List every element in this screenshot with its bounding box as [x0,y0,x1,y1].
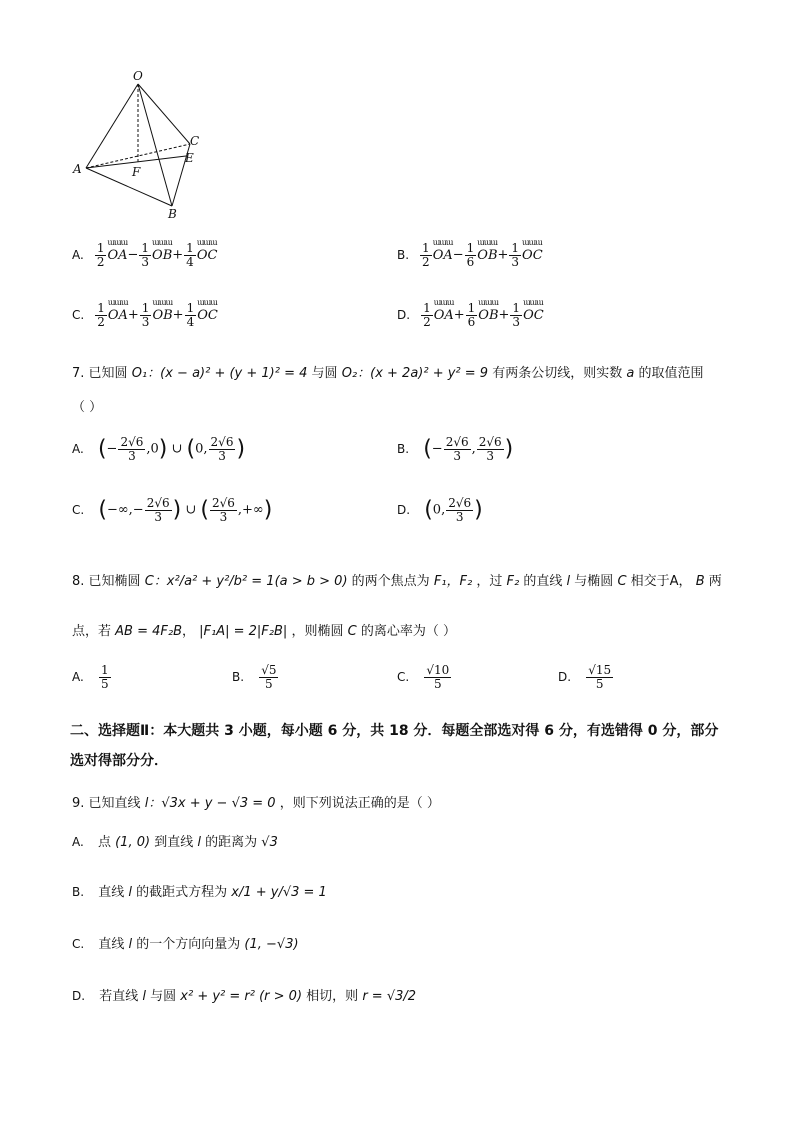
label-f: F [132,165,141,179]
q6-option-b-vector-mark-0: ɯɯɯ [432,237,453,247]
q7b-num1: 2√6 [445,435,469,449]
q6-option-d-vector-mark-1: ɯɯɯ [478,297,499,307]
q8-number: 8. [72,574,85,589]
q6-option-a-label: A. [72,247,84,262]
q6-option-d-den-0: 2 [423,314,431,329]
q6-option-c-vector-0 [107,297,128,323]
q9c-text2: 的一个方向向量为 [136,937,241,952]
q6-option-b-num-0: 1 [422,241,430,255]
q6-option-a-vector-mark-2: ɯɯɯ [196,237,217,247]
q6-option-c-vector-name-0: OA [107,307,128,323]
q8-f2: F₂ [506,574,520,589]
q6-option-b-coef-0 [420,242,432,268]
q6-option-c-den-0: 2 [97,314,105,329]
q8-stem-line2: 点，若 AB = 4F₂B， |F₁A| = 2|F₂B| ，则椭圆 C 的离心率为（ ） [72,624,456,639]
q8-ellipse: C：x²/a² + y²/b² = 1(a > b > 0) [144,574,348,589]
q9c-value: (1, −√3) [244,937,299,952]
q6-option-c-vector-2 [197,297,218,323]
edge-oc [138,84,190,144]
q6-option-d-sign-1: + [453,307,465,323]
q6-option-d-vector-name-2: OC [523,307,544,323]
q6-option-a-vector-name-0: OA [107,247,128,263]
q6-option-d[interactable] [397,297,544,329]
q8-vec-eq: AB = 4F₂B [115,624,183,639]
q9b-text1: 直线 [98,885,125,900]
q6-option-a-coef-1 [139,242,151,268]
q7-option-d[interactable]: D. (0, $\frac{2√6}{3}$ ) [397,496,483,524]
q9a-text2: 到直线 [154,835,194,850]
q6-option-b-vector-2 [522,237,543,263]
q7-var: a [626,366,635,381]
q9-option-c[interactable] [72,934,299,955]
q8c-den: 5 [433,676,442,691]
q8c-num: √10 [426,663,450,677]
q6-option-c-coef-0 [95,302,107,328]
q6-option-a-den-1: 3 [141,254,150,269]
q8-line2-1: 点，若 [72,624,112,639]
q6-option-b-den-2: 3 [511,254,520,269]
q6-option-d-coef-2 [510,302,522,328]
q9d-text2: 与圆 [150,989,177,1004]
q9c-l: l [128,937,133,952]
q6-option-c-vector-1 [152,297,173,323]
q8d-den: 5 [595,676,604,691]
label-o: O [133,69,143,83]
q6-option-d-num-0: 1 [423,301,431,315]
q7b-den1: 3 [453,448,461,463]
q7a-num2: 2√6 [210,435,234,449]
q6-option-c-vector-name-2: OC [197,307,218,323]
q8-stem-2: 的两个焦点为 [351,574,430,589]
q6-option-c[interactable] [72,297,218,329]
q9-line-eq: l：√3x + y − √3 = 0 [144,796,276,811]
q8-stem-6: 相交于A， [630,574,692,589]
q6-option-d-vector-name-0: OA [433,307,454,323]
q6-option-d-vector-1 [478,297,499,323]
q6-option-b-vector-1 [477,237,498,263]
q7-option-a[interactable]: A. (− $\frac{2√6}{3}$ ,0) ∪ (0, $\frac{2√6}{3}$ ) [72,435,246,463]
edge-oa [86,84,138,168]
q8-l: l [566,574,571,589]
q8-foci: F₁，F₂ [433,574,473,589]
q7-option-c-label: C. [72,502,85,517]
q8b-den: 5 [265,676,273,691]
q6-option-a-coef-2 [184,242,196,268]
q6-option-c-sign-1: + [127,307,139,323]
label-c: C [190,134,200,148]
q8-c-2: C [347,624,357,639]
q9a-text1: 点 [97,835,111,850]
q7c-den2: 3 [219,509,228,524]
q6-option-c-vector-mark-0: ɯɯɯ [107,297,128,307]
q9c-text1: 直线 [98,937,125,952]
q7d-den: 3 [455,509,464,524]
q8-stem-1: 已知椭圆 [88,574,141,589]
q6-option-d-num-1: 1 [467,301,476,315]
q8-option-a[interactable] [72,664,112,690]
q8-option-c-label: C. [397,669,410,684]
q6-option-b-num-2: 1 [511,241,520,255]
q8-option-a-label: A. [72,669,84,684]
q7b-den2: 3 [486,448,495,463]
q8-stem [72,572,722,592]
q6-option-d-vector-0 [433,297,454,323]
q7-option-b-label: B. [397,441,410,456]
q6-option-a-vector-mark-0: ɯɯɯ [107,237,128,247]
q6-option-b-coef-1 [465,242,477,268]
q6-option-b-coef-2 [509,242,521,268]
q9-number: 9. [72,796,85,811]
q7a-num1: 2√6 [120,435,144,449]
q8-option-b-label: B. [232,669,245,684]
q8-b: B [695,574,705,589]
q9-option-d[interactable] [72,986,416,1007]
q9-stem-1: 已知直线 [88,796,141,811]
q6-option-a-vector-1 [152,237,173,263]
q9-stem-2: ，则下列说法正确的是（ ） [279,796,440,811]
q8a-den: 5 [100,676,109,691]
q6-option-d-vector-2 [523,297,544,323]
q9b-eq: x/1 + y/√3 = 1 [231,885,327,900]
q6-option-a-num-2: 1 [186,241,194,255]
q6-option-c-coef-1 [140,302,152,328]
q6-option-a-vector-0 [107,237,128,263]
tetrahedron-figure [70,64,230,224]
q6-option-d-label: D. [397,307,411,322]
q6-option-a-coef-0 [95,242,107,268]
q8-stem-3: ，过 [476,574,503,589]
q9d-l: l [142,989,146,1004]
q6-option-b-label: B. [397,247,410,262]
q8b-num: √5 [261,663,277,677]
q9b-text2: 的截距式方程为 [136,885,228,900]
q6-option-d-vector-name-1: OB [478,307,499,323]
q6-option-a-vector-name-1: OB [152,247,173,263]
q6-option-b-num-1: 1 [466,241,475,255]
q7-option-b[interactable]: B. (− $\frac{2√6}{3}$ , $\frac{2√6}{3}$ ) [397,435,514,463]
q8-option-d[interactable] [558,664,614,690]
q6-option-c-coef-2 [185,302,197,328]
q7-stem [72,364,704,384]
q6-option-c-vector-name-1: OB [152,307,173,323]
q7-option-d-label: D. [397,502,411,517]
q6-option-b-vector-mark-2: ɯɯɯ [522,237,542,247]
q6-option-c-den-1: 3 [141,314,150,329]
q6-option-a[interactable] [72,237,218,269]
q6-option-a-sign-1: − [127,247,139,263]
q8a-num: 1 [100,663,109,677]
edge-ab [86,168,172,206]
q8-line2-3: 的离心率为（ ） [360,624,456,639]
q8-stem-7: 两 [708,574,722,589]
q6-option-b-vector-name-0: OA [432,247,453,263]
q7-circle2: O₂：(x + 2a)² + y² = 9 [341,366,489,381]
q6-option-a-den-0: 2 [96,254,105,269]
q7c-num1: 2√6 [146,496,170,510]
q7-number: 7. [72,366,85,381]
q9-stem [72,794,440,814]
q9d-text3: 相切，则 [306,989,359,1004]
q6-option-c-vector-mark-2: ɯɯɯ [197,297,217,307]
q7-circle1: O₁：(x − a)² + (y + 1)² = 4 [131,366,308,381]
q6-option-b-vector-name-1: OB [477,247,498,263]
q6-option-b-den-0: 2 [422,254,430,269]
section-2-heading: 二、选择题Ⅱ：本大题共 3 小题，每小题 6 分，共 18 分．每题全部选对得 6 分，有选错得 0 分，部分选对得部分分． [70,723,719,769]
q9b-l: l [128,885,132,900]
q6-option-a-num-0: 1 [96,241,105,255]
q6-option-a-vector-name-2: OC [196,247,218,263]
q7-stem-1: 已知圆 [88,366,128,381]
q7-option-c[interactable]: C. (−∞,− $\frac{2√6}{3}$ ) ∪ ( $\frac{2√6}{3}$ ,+∞) [72,496,273,524]
q6-option-c-label: C. [72,307,85,322]
q8-line2-2: ，则椭圆 [291,624,344,639]
q9a-l: l [197,835,201,850]
q9-option-a[interactable] [72,832,278,853]
q6-option-b-sign-2: + [497,247,509,263]
q6-option-b-den-1: 6 [466,254,475,269]
q9d-text1: 若直线 [99,989,139,1004]
q8d-num: √15 [588,663,612,677]
q9-option-a-label: A. [72,835,84,849]
q8-c: C [617,574,627,589]
q6-option-d-den-1: 6 [467,314,476,329]
q7d-num: 2√6 [448,496,472,510]
q8-option-d-label: D. [558,669,572,684]
tetrahedron-diagram [70,64,230,224]
q8-option-c[interactable] [397,664,452,690]
q7-stem-4: 的取值范围 [638,366,704,381]
q6-option-d-sign-2: + [498,307,510,323]
q6-option-d-num-2: 1 [512,301,521,315]
q6-option-a-vector-2 [196,237,218,263]
q9-option-d-label: D. [72,989,86,1003]
q8-stem-5: 与椭圆 [574,574,614,589]
q7-bracket: （ ） [72,400,103,415]
q7-stem-2: 与圆 [311,366,338,381]
label-a: A [73,162,82,176]
q6-option-a-num-1: 1 [141,241,150,255]
q7a-den1: 3 [128,448,136,463]
q9-option-b[interactable] [72,882,327,903]
q9-option-c-label: C. [72,937,85,951]
q6-option-a-sign-2: + [172,247,184,263]
q6-option-d-coef-1 [466,302,478,328]
q6-option-b-vector-name-2: OC [522,247,543,263]
q6-option-d-den-2: 3 [512,314,521,329]
q9d-value: r = √3/2 [362,989,417,1004]
label-e: E [185,151,194,165]
q9-option-b-label: B. [72,885,85,899]
q6-option-a-vector-mark-1: ɯɯɯ [152,237,172,247]
q9a-value: √3 [261,835,278,850]
q8-abs-eq: |F₁A| = 2|F₂B| [199,624,288,639]
q7b-num2: 2√6 [478,435,502,449]
q6-option-c-num-1: 1 [141,301,150,315]
q7c-num2: 2√6 [211,496,235,510]
q6-option-d-coef-0 [421,302,433,328]
q8-option-b[interactable] [232,664,279,690]
q7-option-a-label: A. [72,441,84,456]
q9a-point: (1, 0) [115,835,151,850]
q9a-text3: 的距离为 [205,835,258,850]
q6-option-c-num-2: 1 [186,301,195,315]
q6-option-b-vector-0 [432,237,453,263]
q6-option-d-vector-mark-0: ɯɯɯ [433,297,454,307]
q6-option-a-den-2: 4 [186,254,194,269]
q6-option-c-sign-2: + [172,307,184,323]
q7-stem-3: 有两条公切线，则实数 [492,366,623,381]
q6-option-b-sign-1: − [452,247,464,263]
edge-ob [138,84,172,206]
q6-option-b[interactable] [397,237,543,269]
q6-option-c-den-2: 4 [186,314,195,329]
q8-stem-4: 的直线 [523,574,563,589]
q6-option-d-vector-mark-2: ɯɯɯ [523,297,543,307]
q7c-den1: 3 [154,509,162,524]
q6-option-b-vector-mark-1: ɯɯɯ [477,237,498,247]
q9d-circle: x² + y² = r² (r > 0) [180,989,303,1004]
q6-option-c-num-0: 1 [97,301,105,315]
label-b: B [168,207,177,221]
q6-option-c-vector-mark-1: ɯɯɯ [152,297,173,307]
q7a-den2: 3 [218,448,226,463]
